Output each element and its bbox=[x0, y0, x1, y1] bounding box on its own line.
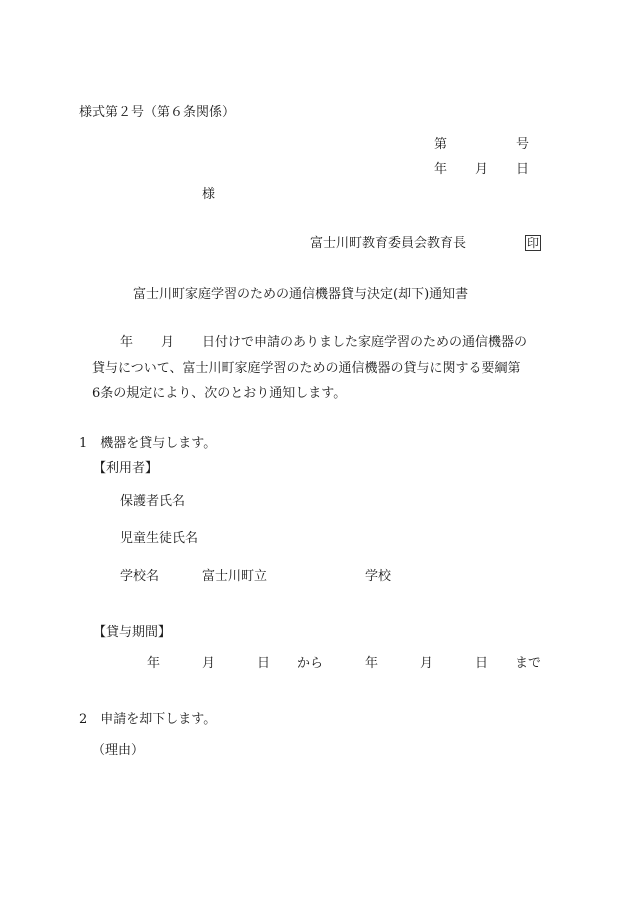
recipient-sama: 様 bbox=[202, 187, 216, 202]
body-line2: 貸与について、富士川町家庭学習のための通信機器の貸与に関する要綱第 bbox=[92, 361, 521, 376]
number-go: 号 bbox=[516, 137, 530, 152]
period-to-month: 月 bbox=[420, 656, 434, 671]
body-year: 年 bbox=[120, 335, 134, 350]
period-from-month: 月 bbox=[202, 656, 216, 671]
period-from-day: 日 bbox=[257, 656, 271, 671]
school-suffix: 学校 bbox=[365, 569, 392, 584]
reason-label: （理由） bbox=[92, 743, 145, 758]
form-number: 様式第２号（第６条関係） bbox=[79, 105, 236, 120]
issuer: 富士川町教育委員会教育長 bbox=[310, 236, 467, 251]
users-label: 【利用者】 bbox=[93, 461, 159, 476]
section1-heading: 1 機器を貸与します。 bbox=[79, 436, 217, 451]
period-label: 【貸与期間】 bbox=[93, 625, 172, 640]
student-label: 児童生徒氏名 bbox=[120, 531, 199, 546]
section2-heading: 2 申請を却下します。 bbox=[79, 712, 217, 727]
seal-stamp: 印 bbox=[527, 236, 540, 250]
body-line3: 6条の規定により、次のとおり通知します。 bbox=[92, 386, 347, 401]
number-dai: 第 bbox=[434, 137, 448, 152]
school-prefix: 富士川町立 bbox=[202, 569, 268, 584]
body-month: 月 bbox=[161, 335, 175, 350]
period-from-year: 年 bbox=[147, 656, 161, 671]
date-day: 日 bbox=[516, 162, 530, 177]
period-to-day: 日 bbox=[475, 656, 489, 671]
document-title: 富士川町家庭学習のための通信機器貸与決定(却下)通知書 bbox=[133, 287, 469, 302]
date-month: 月 bbox=[475, 162, 489, 177]
period-kara: から bbox=[297, 656, 324, 671]
body-line1: 日付けで申請のありました家庭学習のための通信機器の bbox=[202, 335, 528, 350]
period-to-year: 年 bbox=[365, 656, 379, 671]
guardian-label: 保護者氏名 bbox=[120, 494, 186, 509]
school-label: 学校名 bbox=[120, 569, 160, 584]
period-made: まで bbox=[515, 656, 542, 671]
date-year: 年 bbox=[434, 162, 448, 177]
